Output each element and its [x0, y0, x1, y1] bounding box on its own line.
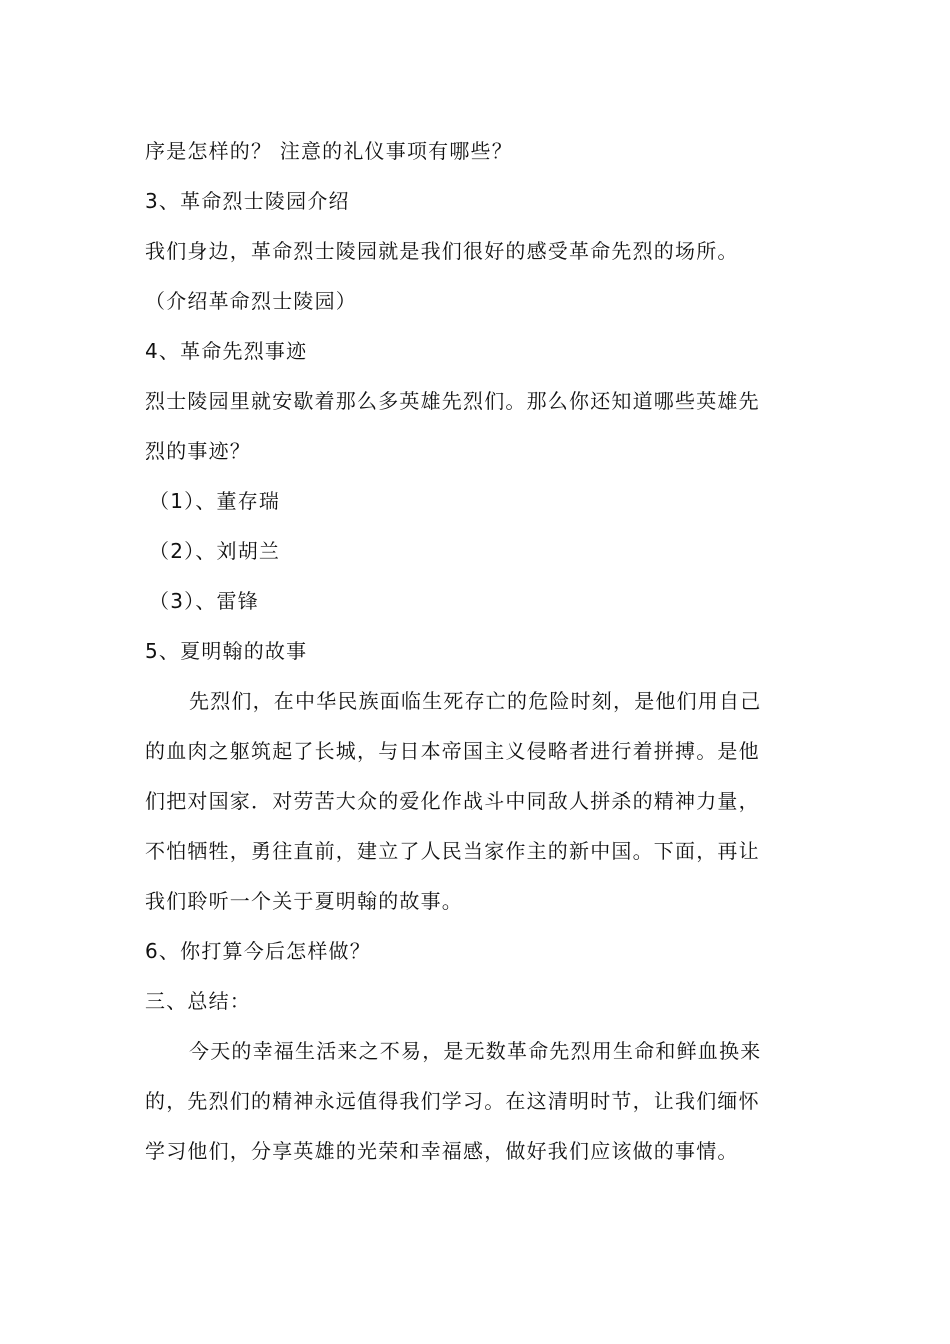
text-line: 烈的事迹？ [145, 439, 251, 463]
document-body [145, 126, 815, 1176]
text-line: 我们身边，革命烈士陵园就是我们很好的感受革命先烈的场所。 [145, 239, 739, 263]
list-item: （3）、雷锋 [149, 589, 259, 613]
section-heading-5: 5、夏明翰的故事 [145, 639, 308, 663]
text-line: 的，先烈们的精神永远值得我们学习。在这清明时节，让我们缅怀 [145, 1089, 760, 1113]
text-line: 学习他们，分享英雄的光荣和幸福感，做好我们应该做的事情。 [145, 1139, 739, 1163]
text-line: 们把对国家．对劳苦大众的爱化作战斗中同敌人拼杀的精神力量， [145, 789, 760, 813]
paragraph-first-line: 今天的幸福生活来之不易，是无数革命先烈用生命和鲜血换来 [189, 1039, 762, 1063]
section-heading-4: 4、革命先烈事迹 [145, 339, 308, 363]
summary-heading: 三、总结： [145, 989, 251, 1013]
text-line: 序是怎样的？ 注意的礼仪事项有哪些？ [145, 139, 513, 163]
list-item: （2）、刘胡兰 [149, 539, 281, 563]
text-line: 我们聆听一个关于夏明翰的故事。 [145, 889, 463, 913]
list-item: （1）、董存瑞 [149, 489, 281, 513]
paragraph-first-line: 先烈们，在中华民族面临生死存亡的危险时刻，是他们用自己 [189, 689, 762, 713]
section-heading-3: 3、革命烈士陵园介绍 [145, 189, 350, 213]
text-line: 的血肉之躯筑起了长城，与日本帝国主义侵略者进行着拼搏。是他 [145, 739, 760, 763]
text-line: 烈士陵园里就安歇着那么多英雄先烈们。那么你还知道哪些英雄先 [145, 389, 760, 413]
text-line: （介绍革命烈士陵园） [145, 289, 357, 313]
section-heading-6: 6、你打算今后怎样做？ [145, 939, 371, 963]
text-line: 不怕牺牲，勇往直前，建立了人民当家作主的新中国。下面，再让 [145, 839, 760, 863]
